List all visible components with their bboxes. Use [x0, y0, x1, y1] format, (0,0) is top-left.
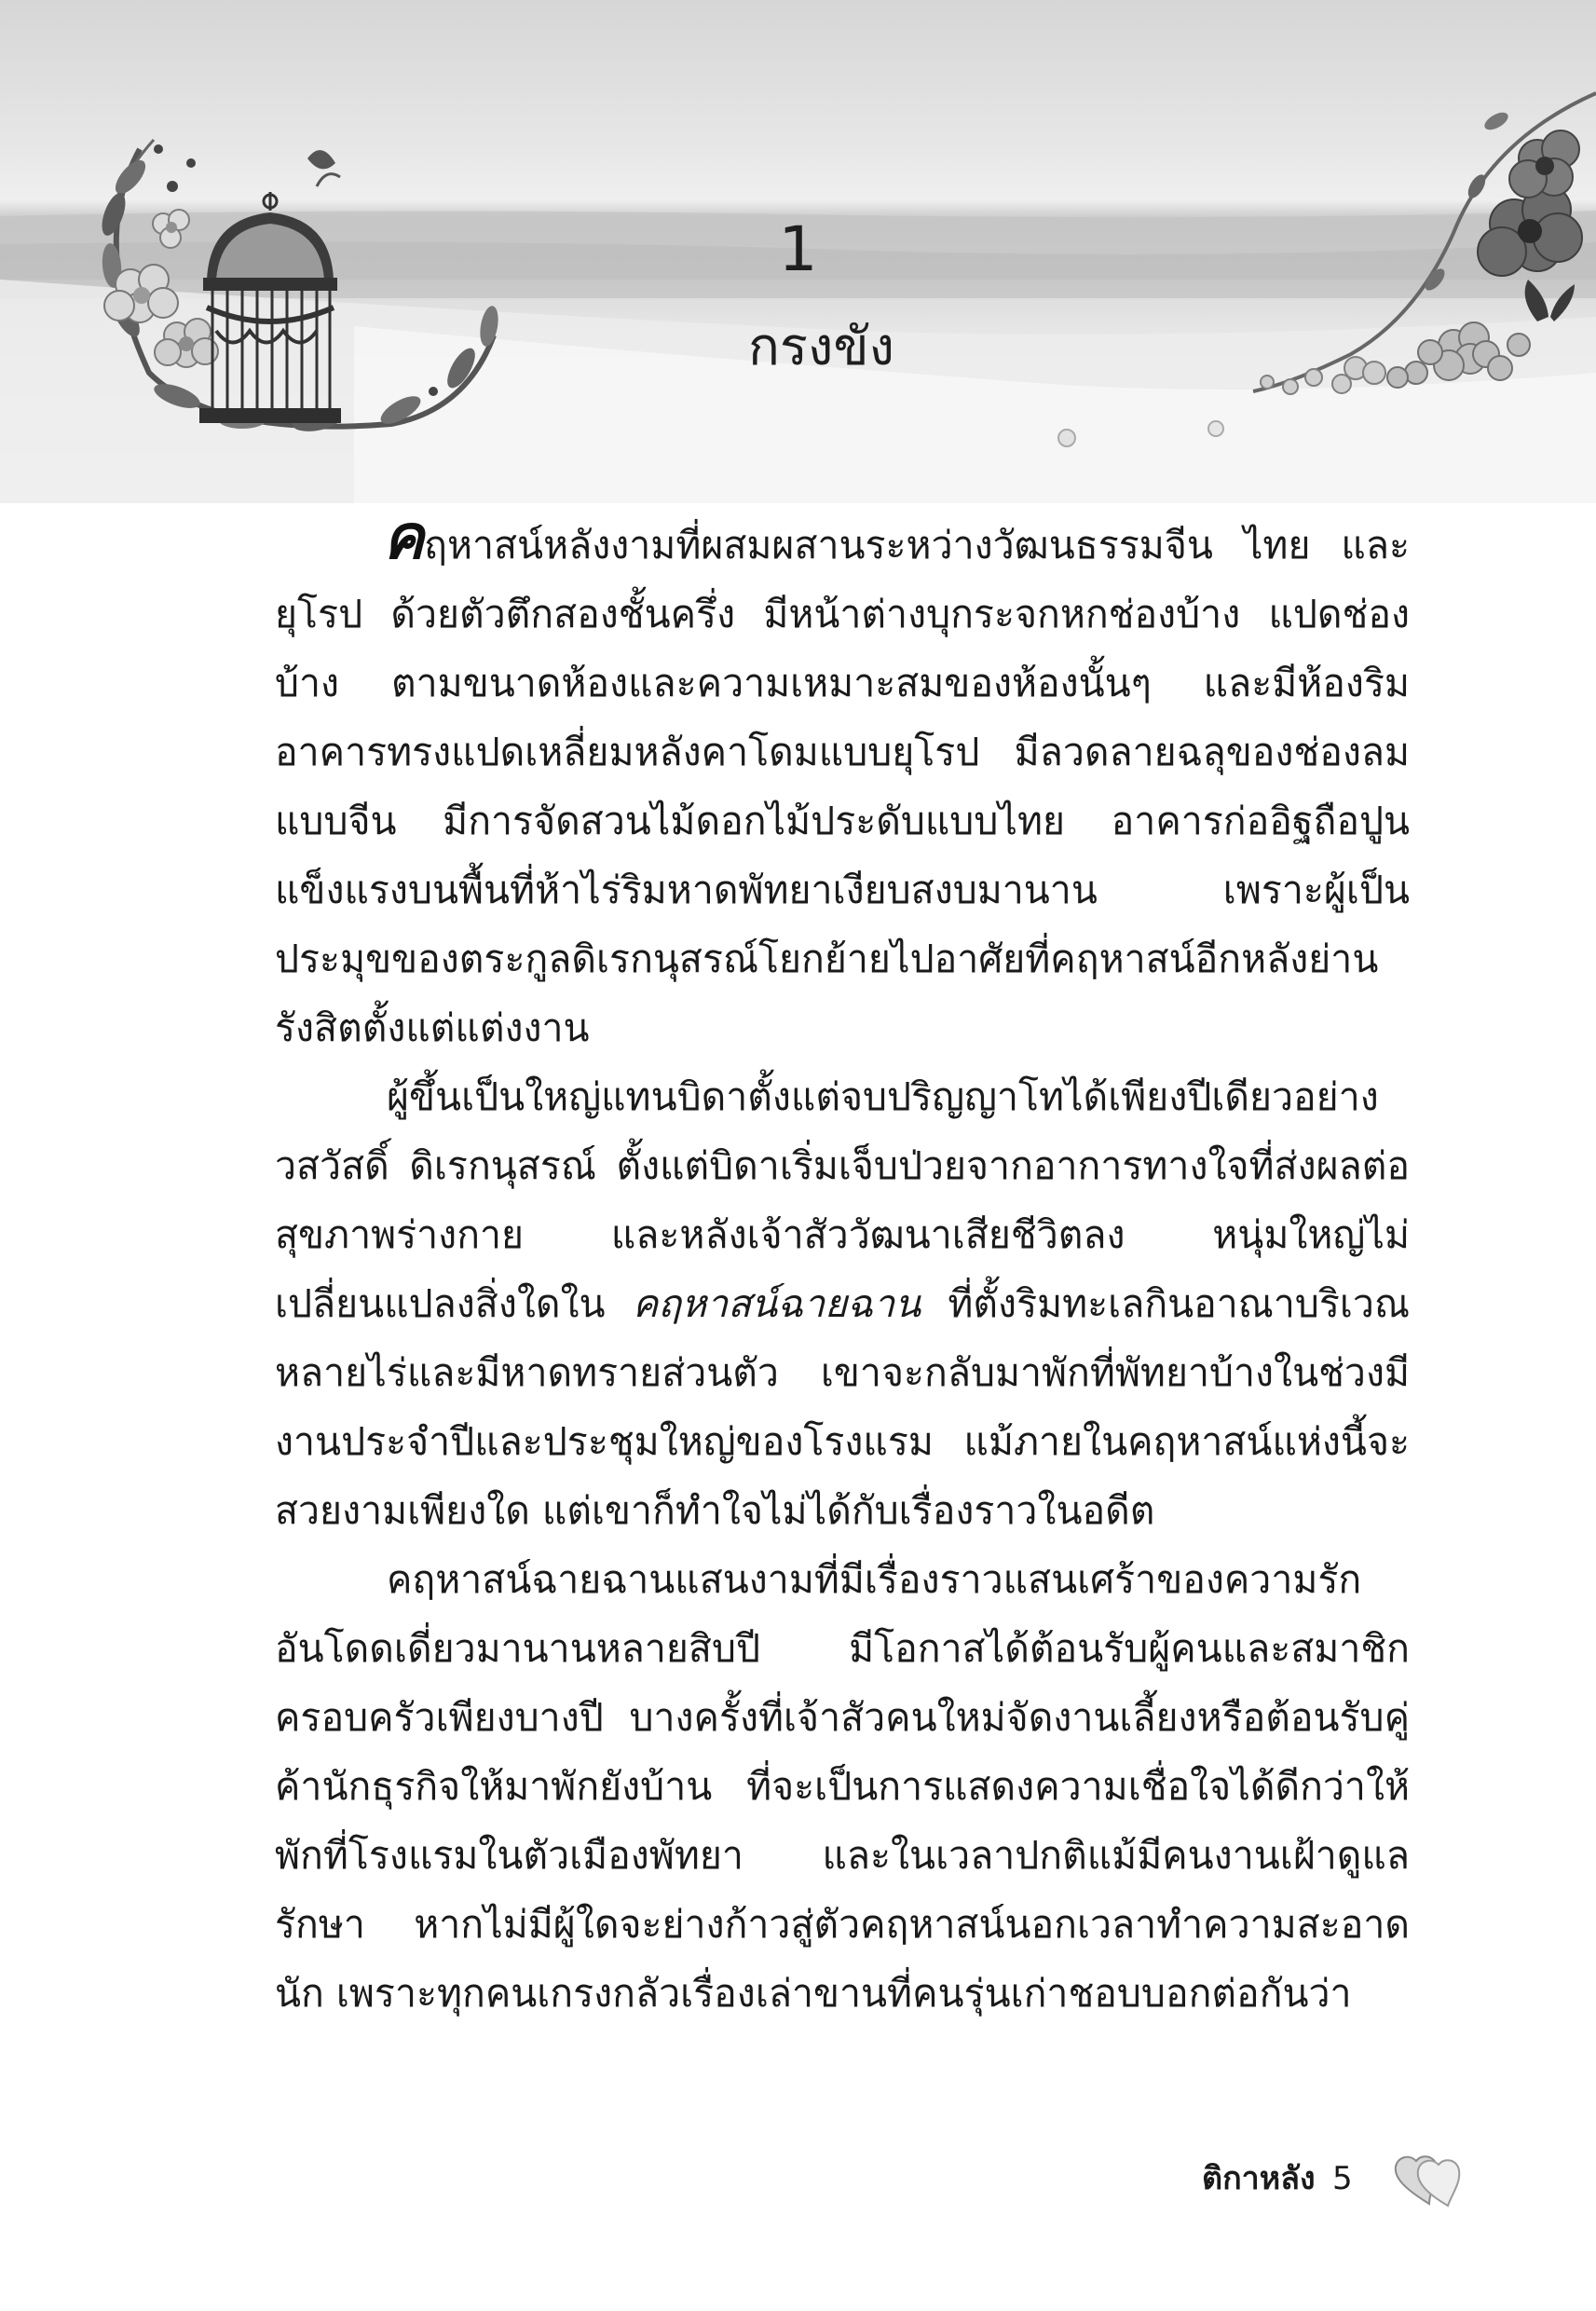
chapter-header-banner — [0, 0, 1596, 503]
paragraph-2 — [275, 1062, 1410, 1545]
chapter-number: 1 — [778, 213, 818, 285]
page-number: 5 — [1332, 2160, 1353, 2197]
chapter-title: กรงขัง — [748, 317, 894, 377]
chapter-body-text — [275, 501, 1410, 2028]
paragraph-1-text: ฤหาสน์หลังงามที่ผสมผสานระหว่างวัฒนธรรมจีน ไทย และยุโรป ด้วยตัวตึกสองชั้นครึ่ง มีหน้าต่างบุกระจกหกช่องบ้าง แปดช่องบ้าง ตามขนาดห้องและความเหมาะสมของห้องนั้นๆ และมีห้องริมอาคารทรงแปดเหลี่ยมหลังคาโดมแบบยุโรป มีลวดลายฉลุของช่องลมแบบจีน มีการจัดสวนไม้ดอกไม้ประดับแบบไทย อาคารก่ออิฐถือปูนแข็งแรงบนพื้นที่ห้าไร่ริมหาดพัทยาเงียบสงบมานาน เพราะผู้เป็นประมุขของตระกูลดิเรกนุสรณ์โยกย้ายไปอาศัยที่คฤหาสน์อีกหลังย่านรังสิตตั้งแต่แต่งงาน — [275, 523, 1410, 1050]
hearts-icon — [1388, 2150, 1481, 2209]
paragraph-3: คฤหาสน์ฉายฉานแสนงามที่มีเรื่องราวแสนเศร้าของความรักอันโดดเดี่ยวมานานหลายสิบปี มีโอกาสได้ต้อนรับผู้คนและสมาชิกครอบครัวเพียงบางปี บางครั้งที่เจ้าสัวคนใหม่จัดงานเลี้ยงหรือต้อนรับคู่ค้านักธุรกิจให้มาพักยังบ้าน ที่จะเป็นการแสดงความเชื่อใจได้ดีกว่าให้พักที่โรงแรมในตัวเมืองพัทยา และในเวลาปกติแม้มีคนงานเฝ้าดูแลรักษา หากไม่มีผู้ใดจะย่างก้าวสู่ตัวคฤหาสน์นอกเวลาทำความสะอาดนัก เพราะทุกคนเกรงกลัวเรื่องเล่าขานที่คนรุ่นเก่าชอบบอกต่อกันว่า — [275, 1557, 1410, 2016]
page-footer — [1202, 2150, 1500, 2206]
paragraph-2-text-start: ผู้ขึ้นเป็นใหญ่แทนบิดาตั้งแต่จบปริญญาโทได้เพียงปีเดียวอย่าง วสวัสดิ์ ดิเรกนุสรณ์ ตั้งแต่บิดาเริ่มเจ็บป่วยจากอาการทางใจที่ส่งผลต่อสุขภาพร่างกาย และหลังเจ้าสัววัฒนาเสียชีวิตลง หนุ่มใหญ่ไม่เปลี่ยนแปลงสิ่งใดใน — [275, 1074, 1410, 1326]
mansion-name-italic: คฤหาสน์ฉายฉาน — [632, 1281, 921, 1326]
footer-book-title: ติกาหลัง — [1202, 2160, 1316, 2197]
drop-cap-letter: ค — [383, 501, 425, 573]
paragraph-1 — [275, 501, 1410, 1062]
paragraph-2-text-end: ที่ตั้งริมทะเลกินอาณาบริเวณหลายไร่และมีหาดทรายส่วนตัว เขาจะกลับมาพักที่พัทยาบ้างในช่วงมีงานประจำปีและประชุมใหญ่ของโรงแรม แม้ภายในคฤหาสน์แห่งนี้จะสวยงามเพียงใด แต่เขาก็ทำใจไม่ได้กับเรื่องราวในอดีต — [275, 1281, 1410, 1533]
